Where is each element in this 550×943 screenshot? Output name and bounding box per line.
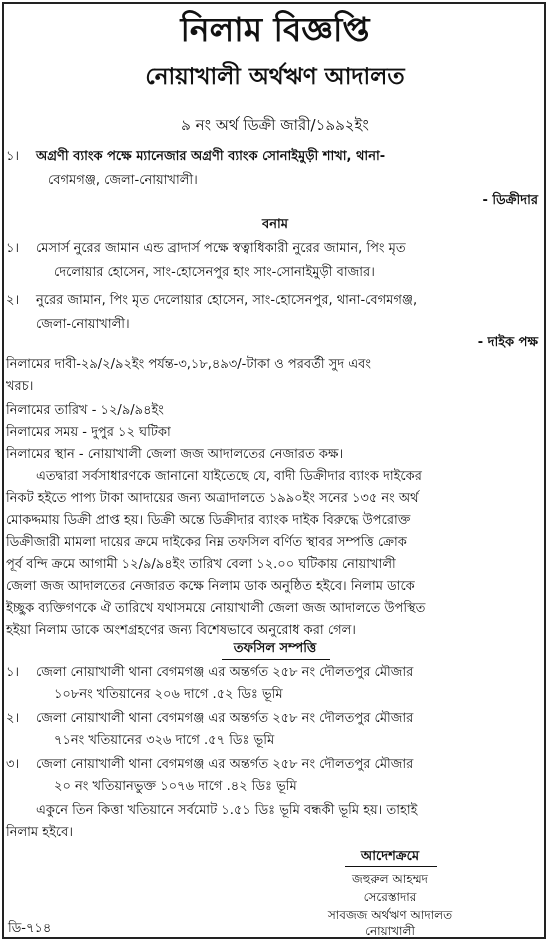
decree-holder-line1: ১। অগ্রণী ব্যাংক পক্ষে ম্যানেজার অগ্রণী ব্যাংক সোনাইমুড়ী শাখা, থানা- — [6, 149, 386, 164]
schedule-item-2-line1: ২। জেলা নোয়াখালী থানা বেগমগঞ্জ এর অন্তর্গত ২৫৮ নং দৌলতপুর মৌজার — [6, 711, 414, 726]
claim-line1: নিলামের দাবী-২৯/২/৯২ইং পর্যন্ত-৩,১৮,৪৯৩/-টাকা ও পরবর্তী সুদ এবং — [6, 357, 371, 372]
schedule-item-2-line2: ৭১নং খতিয়ানের ৩২৬ দাগে .৫৭ ডিঃ ভূমি — [54, 733, 275, 748]
auction-date: নিলামের তারিখ - ১২/৯/৯৪ইং — [6, 403, 164, 418]
body-line: পূর্ব বন্দি ক্রমে আগামী ১২/৯/৯৪ইং তারিখ বেলা ১২.০০ ঘটিকায় নোয়াখালী — [6, 557, 396, 572]
debtor-1-line2: দেলোয়ার হোসেন, সাং-হোসেনপুর হাং সাং-সোনাইমুড়ী বাজার। — [54, 265, 375, 280]
debtor-label: - দাইক পক্ষ — [477, 335, 538, 350]
reference-code: ডি-৭১৪ — [8, 921, 52, 936]
court-name: নোয়াখালী অর্থঋণ আদালত — [145, 64, 405, 90]
decree-holder-line2: বেগমগঞ্জ, জেলা-নোয়াখালী। — [48, 173, 198, 188]
body-line: নিকট হইতে পাপ্য টাকা আদায়ের জন্য অত্রাদালতে ১৯৯০ইং সনের ১৩৫ নং অর্থ — [6, 491, 419, 506]
notice-title: নিলাম বিজ্ঞপ্তি — [180, 10, 370, 49]
schedule-item-3-line1: ৩। জেলা নোয়াখালী থানা বেগমগঞ্জ এর অন্তর্গত ২৫৮ নং দৌলতপুর মৌজার — [6, 757, 414, 772]
body-line: হইয়া নিলাম ডাকে অংশগ্রহণের জন্য বিশেষভাবে অনুরোধ করা গেল। — [6, 623, 356, 638]
signatory-name: জহুরুল আহম্মদ — [352, 872, 428, 886]
signatory-office: সাবজজ অর্থঋণ আদালত — [327, 908, 453, 922]
order-label: আদেশক্রমে — [360, 849, 420, 864]
order-label-underline — [345, 866, 437, 867]
auction-place: নিলামের স্থান - নোয়াখালী জেলা জজ আদালতের নেজারত কক্ষ। — [6, 447, 344, 462]
schedule-item-1-line2: ১০৮নং খতিয়ানের ২০৬ দাগে .৫২ ডিঃ ভূমি — [54, 687, 283, 702]
body-line: ডিক্রীজারী মামলা দায়ের ক্রমে দাইকের নিম্ন তফসিল বর্ণিত স্থাবর সম্পত্তি ক্রোক — [6, 535, 407, 550]
schedule-item-3-line2: ২০ নং খতিয়ানভুক্ত ১০৭৬ দাগে .৪২ ডিঃ ভূমি — [54, 779, 297, 794]
versus-label: বনাম — [262, 217, 288, 232]
body-line: মোকদ্দমায় ডিক্রী প্রাপ্ত হয়। ডিক্রী অন্তে ডিক্রীদার ব্যাংক দাইক বিরুদ্ধে উপরোক্ত — [6, 513, 411, 528]
auction-time: নিলামের সময় - দুপুর ১২ ঘটিকা — [6, 425, 171, 440]
schedule-title: তফসিল সম্পত্তি — [233, 641, 317, 656]
debtor-1-line1: ১। মেসার্স নুরের জামান এন্ড ব্রাদার্স পক্ষে স্বত্বাধিকারী নুরের জামান, পিং মৃত — [6, 241, 406, 256]
debtor-2-line2: জেলা-নোয়াখালী। — [36, 317, 130, 332]
debtor-2-line1: ২। নুরের জামান, পিং মৃত দেলোয়ার হোসেন, সাং-হোসেনপুর, থানা-বেগমগঞ্জ, — [6, 293, 418, 308]
decree-holder-label: - ডিক্রীদার — [482, 193, 538, 208]
body-line: এতদ্বারা সর্বসাধারণকে জানানো যাইতেছে যে, বাদী ডিক্রীদার ব্যাংক দাইকের — [36, 469, 422, 484]
total-line1: একুনে তিন কিত্তা খতিয়ানে সর্বমোট ১.৫১ ডিঃ ভূমি বন্ধকী ভূমি হয়। তাহাই — [36, 803, 418, 818]
claim-line2: খরচ। — [6, 379, 34, 394]
case-number: ৯ নং অর্থ ডিক্রী জারী/১৯৯২ইং — [181, 116, 369, 134]
signatory-title: সেরেস্তাদার — [363, 890, 417, 904]
total-line2: নিলাম হইবে। — [6, 825, 73, 840]
schedule-title-underline — [222, 659, 330, 660]
body-line: জেলা জজ আদালতের নেজারত কক্ষে নিলাম ডাক অনুষ্ঠিত হইবে। নিলাম ডাকে — [6, 579, 415, 594]
schedule-item-1-line1: ১। জেলা নোয়াখালী থানা বেগমগঞ্জ এর অন্তর্গত ২৫৮ নং দৌলতপুর মৌজার — [6, 665, 414, 680]
body-line: ইচ্ছুক ব্যক্তিগণকে ঐ তারিখে যথাসময়ে নোয়াখালী জেলা জজ আদালতে উপস্থিত — [6, 601, 426, 616]
signatory-place: নোয়াখালী — [365, 924, 415, 938]
